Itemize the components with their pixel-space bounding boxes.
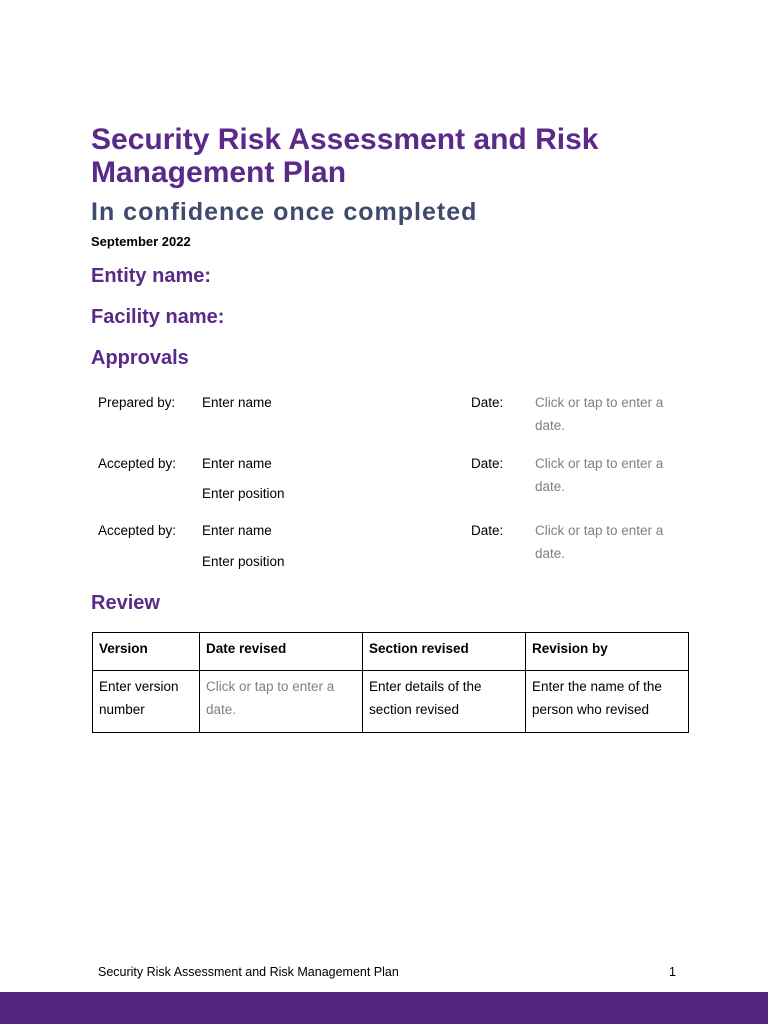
approver-name-field[interactable]: Enter name: [202, 523, 272, 538]
document-title: Security Risk Assessment and Risk Management Plan: [91, 123, 599, 189]
document-date: September 2022: [91, 234, 191, 249]
entity-name-heading: Entity name:: [91, 265, 212, 287]
column-header-date-revised: Date revised: [200, 633, 363, 671]
date-revised-picker[interactable]: Click or tap to enter a date.: [200, 671, 363, 733]
date-label: Date:: [471, 456, 504, 471]
date-placeholder-line: Click or tap to enter a: [535, 456, 664, 471]
table-row: [93, 671, 689, 733]
column-header-version: Version: [93, 633, 200, 671]
approval-date-picker[interactable]: [535, 452, 663, 498]
approver-name-field[interactable]: Enter name: [202, 456, 272, 471]
approval-date-picker[interactable]: [535, 519, 663, 565]
approver-name-field[interactable]: Enter name: [202, 395, 272, 410]
date-label: Date:: [471, 523, 504, 538]
date-placeholder-line: date.: [535, 418, 566, 433]
review-table: [92, 632, 689, 733]
date-placeholder-line: Click or tap to enter a: [535, 395, 664, 410]
date-placeholder-line: Click or tap to enter a: [535, 523, 664, 538]
approver-position-field[interactable]: Enter position: [202, 486, 285, 501]
approval-role: Accepted by:: [98, 523, 177, 538]
approver-position-field[interactable]: Enter position: [202, 554, 285, 569]
revision-by-field[interactable]: Enter the name of the person who revised: [526, 671, 689, 733]
date-placeholder-line: date.: [535, 546, 566, 561]
date-label: Date:: [471, 395, 504, 410]
table-header-row: [93, 633, 689, 671]
footer-color-bar: [0, 992, 768, 1024]
footer-document-title: Security Risk Assessment and Risk Management Plan: [98, 965, 399, 979]
column-header-section-revised: Section revised: [363, 633, 526, 671]
version-field[interactable]: Enter version number: [93, 671, 200, 733]
approval-role: Prepared by:: [98, 395, 176, 410]
approval-date-picker[interactable]: [535, 391, 663, 437]
review-heading: Review: [91, 592, 160, 614]
footer-page-number: 1: [669, 965, 676, 979]
approvals-heading: Approvals: [91, 347, 189, 369]
section-revised-field[interactable]: Enter details of the section revised: [363, 671, 526, 733]
column-header-revision-by: Revision by: [526, 633, 689, 671]
document-subtitle: In confidence once completed: [91, 198, 478, 226]
date-placeholder-line: date.: [535, 479, 566, 494]
facility-name-heading: Facility name:: [91, 306, 225, 328]
approval-role: Accepted by:: [98, 456, 177, 471]
